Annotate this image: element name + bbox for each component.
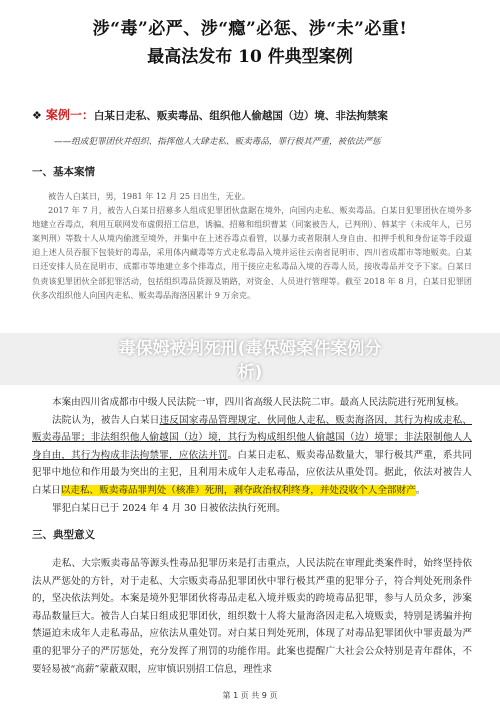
paragraph xyxy=(32,412,472,500)
paragraph: 走私、大宗贩卖毒品等源头性毒品犯罪历来是打击重点，人民法院在审理此类案件时，始终坚持依法从严惩处的方针，对于走私、大宗贩卖毒品犯罪团伙中罪行极其严重的犯罪分子，符合判处死刑条件的，坚决依法判处。本案是境外犯罪团伙将毒品走私入境并贩卖的跨境毒品犯罪，参与人员众多，涉案毒品数量巨大。被告人白某日组成犯罪团伙，组织数十人将大量海洛因走私入境贩卖，特别是诱骗并拘禁逼迫未成年人走私毒品，应依法从重处罚。对白某日判处死刑，体现了对毒品犯罪团伙中罪责最为严重的犯罪分子的严厉惩处，充分发挥了刑罚的功能作用。此案也提醒广大社会公众特别是青年群体，不要轻易被“高薪”蒙蔽双眼，应审慎识别招工信息，理性求 xyxy=(32,558,472,675)
underlined-text: 违反国家毒品管理规定，伙同他人走私、贩卖海洛因，其行为构成走私、贩卖毒品罪；非法组织他人偷越国（边）境，其行为构成组织他人偷越国（边）境罪；非法限制他人人身自由，其行为构成非法拘禁罪，应依法并罚 xyxy=(32,414,473,461)
paragraph: 罪犯白某日已于 2024 年 4 月 30 日被依法执行死刑。 xyxy=(52,502,286,514)
section-heading-significance: 三、典型意义 xyxy=(32,529,95,541)
section-significance-body xyxy=(32,555,472,678)
paragraph: 本案由四川省成都市中级人民法院一审，四川省高级人民法院二审。最高人民法院进行死刑复核。 xyxy=(52,397,465,408)
case-number: 案例一： xyxy=(45,108,94,122)
paragraph: 被告人白某日，男，1981 年 12 月 25 日出生，无业。 xyxy=(48,191,251,201)
highlighted-text: 以走私、贩卖毒品罪判处（核准）死刑，剥夺政治权利终身，并处没收个人全部财产 xyxy=(60,484,416,496)
section-basic-facts-body xyxy=(32,189,472,302)
case-subtitle: ——组成犯罪团伙并组织、指挥他人大肆走私、贩卖毒品，罪行极其严重，被依法严惩 xyxy=(54,137,381,147)
text-run: 。白某日走私、贩卖毒品数量大，罪行极其严重，系共同犯罪中地位和作用最为突出的主犯，且利用未成年人走私毒品，应依法从重处罚。据此，依法对被告人白某日 xyxy=(32,449,473,496)
case-heading xyxy=(32,106,388,123)
section-verdict-body xyxy=(32,394,472,517)
document-title-line2: 最高法发布 10 件典型案例 xyxy=(147,47,353,67)
case-title: 白某日走私、贩卖毒品、组织他人偷越国（边）境、非法拘禁案 xyxy=(93,110,388,122)
overlay-title-line1: 毒保姆被判死刑(毒保姆案件案例分 xyxy=(118,339,382,359)
paragraph: 2017 年 7 月，被告人白某日招募多人组成犯罪团伙盘踞在境外，向国内走私、贩卖毒品。白某日犯罪团伙在境外多地建立吞毒点，利用互联网发布虚假招工信息，诱骗、招募和组织曹某（同案被告人，已判刑）、韩某宇（未成年人，已另案判刑）等数十人从境内偷渡至境外，并集中在上述吞毒点看管，以暴力或者限制人身自由、扣押手机和身份证等手段逼迫上述人员吞服下包装好的毒品，采用体内藏毒等方式走私毒品入境并运往云南省昆明市、四川省成都市等地贩卖。白某日还安排人员在昆明市、成都市等地建立多个排毒点，用于接应走私毒品入境的吞毒人员，接收毒品并交予下家。白某日负责该犯罪团伙全部犯罪活动，包括组织毒品货源及销路，对资金、人员进行管理等。截至 2018 年 8 月，白某日犯罪团伙多次组织他人向国内走私、贩卖毒品海洛因累计 9 万余克。 xyxy=(32,205,472,300)
text-run: 。 xyxy=(415,484,426,496)
overlay-title-line2: 析) xyxy=(237,363,263,383)
diamond-bullet-icon: ❖ xyxy=(32,109,42,122)
section-heading-basic-facts: 一、基本案情 xyxy=(32,166,95,178)
text-run: 法院认为，被告人白某日 xyxy=(52,414,160,426)
document-title-line1: 涉“毒”必严、涉“瘾”必惩、涉“未”必重! xyxy=(92,19,408,39)
overlay-title xyxy=(0,337,500,385)
page-footer: 第 1 页 共 9 页 xyxy=(222,691,278,700)
